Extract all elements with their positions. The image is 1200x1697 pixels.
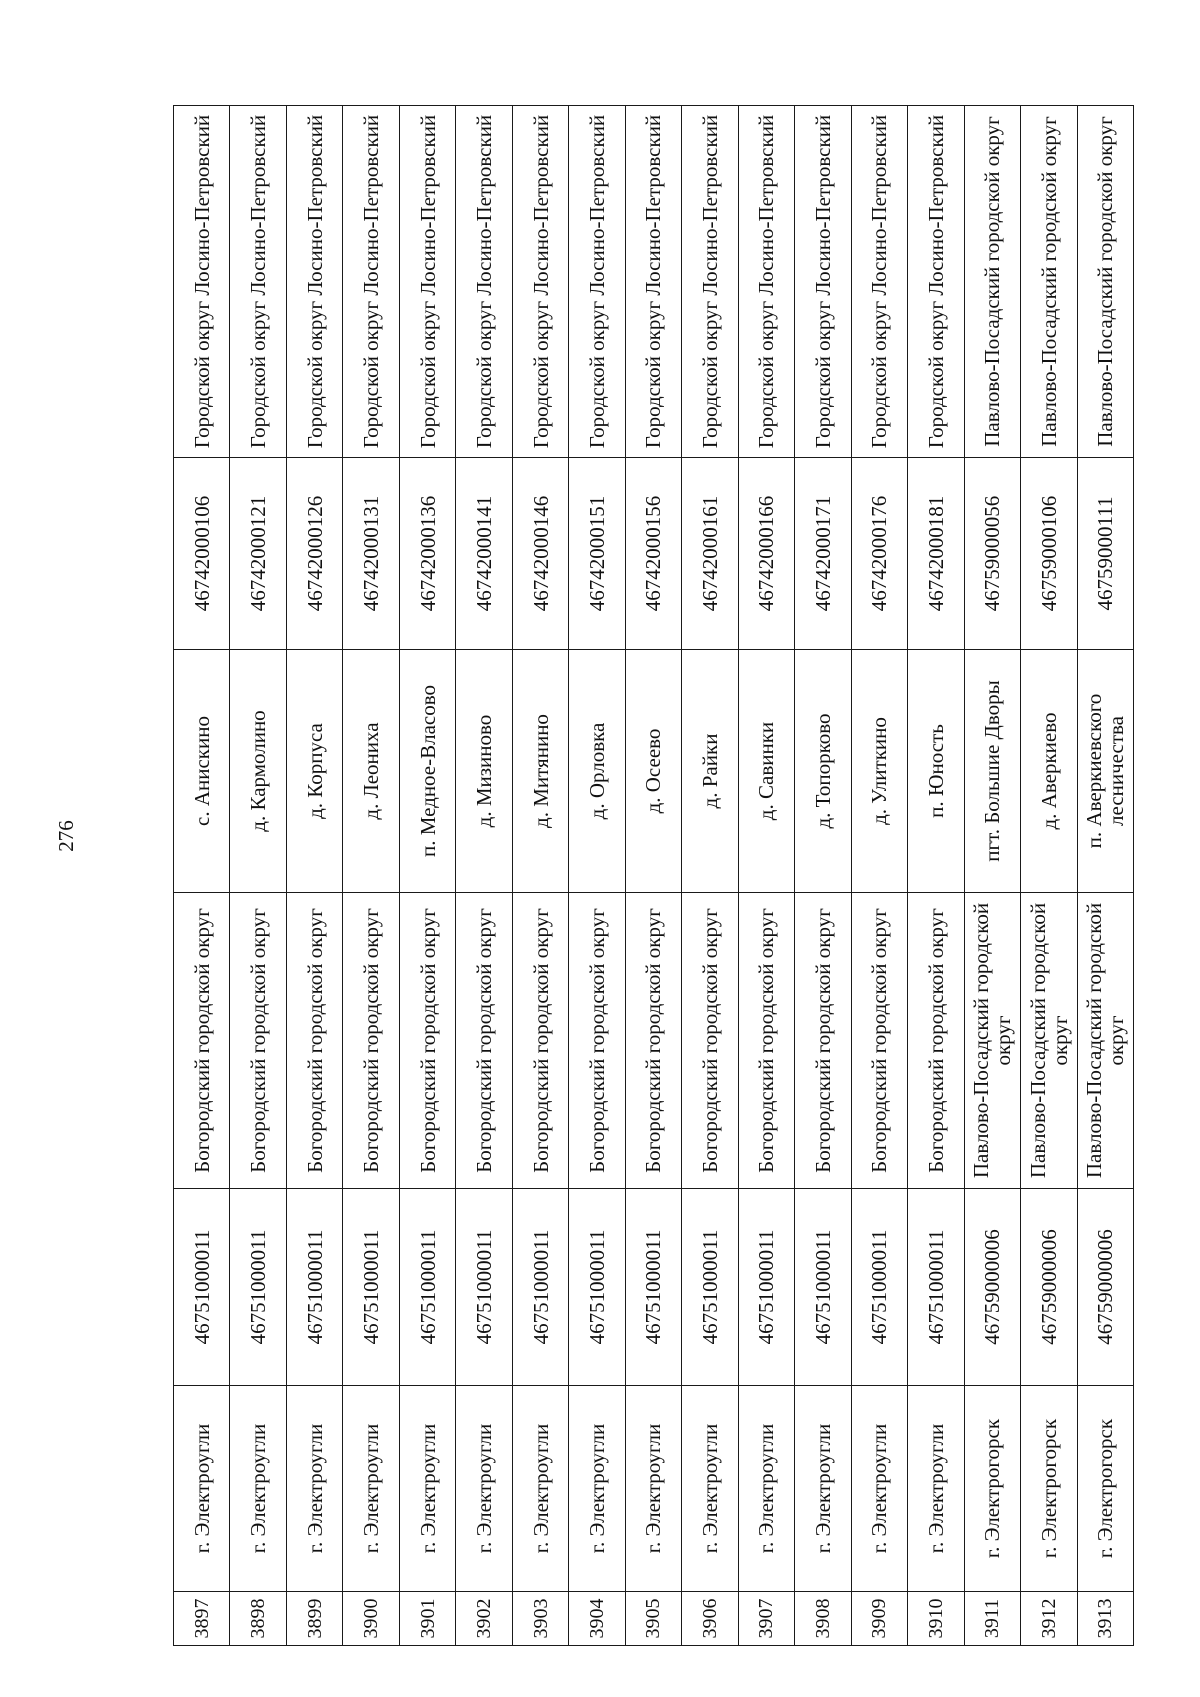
settlement-district-cell: Городской округ Лосино-Петровский bbox=[908, 106, 964, 458]
table-row bbox=[230, 106, 286, 1646]
city-cell: г. Электрогорск bbox=[1021, 1386, 1077, 1592]
settlement-cell: п. Аверкиевского лесничества bbox=[1077, 650, 1133, 893]
settlement-okato-code-cell: 46742000161 bbox=[682, 458, 738, 650]
city-cell: г. Электроугли bbox=[625, 1386, 681, 1592]
row-number-cell: 3899 bbox=[286, 1592, 342, 1646]
row-number-cell: 3897 bbox=[174, 1592, 230, 1646]
settlement-okato-code-cell: 46742000166 bbox=[738, 458, 794, 650]
settlement-cell: д. Улиткино bbox=[851, 650, 907, 893]
settlement-okato-code-cell: 46742000146 bbox=[512, 458, 568, 650]
registry-table-frame bbox=[173, 106, 1133, 1646]
city-cell: г. Электроугли bbox=[512, 1386, 568, 1592]
city-okato-code-cell: 46751000011 bbox=[908, 1189, 964, 1386]
table-row bbox=[738, 106, 794, 1646]
settlement-cell: п. Юность bbox=[908, 650, 964, 893]
settlement-cell: д. Мизиново bbox=[456, 650, 512, 893]
settlement-district-cell: Городской округ Лосино-Петровский bbox=[569, 106, 625, 458]
city-cell: г. Электроугли bbox=[795, 1386, 851, 1592]
city-okato-code-cell: 46751000011 bbox=[569, 1189, 625, 1386]
city-district-cell: Богородский городской округ bbox=[795, 893, 851, 1189]
city-district-cell: Богородский городской округ bbox=[851, 893, 907, 1189]
row-number-cell: 3907 bbox=[738, 1592, 794, 1646]
table-row bbox=[1021, 106, 1077, 1646]
table-row bbox=[399, 106, 455, 1646]
city-cell: г. Электрогорск bbox=[1077, 1386, 1133, 1592]
city-district-cell: Богородский городской округ bbox=[343, 893, 399, 1189]
settlement-cell: д. Савинки bbox=[738, 650, 794, 893]
settlement-okato-code-cell: 46742000156 bbox=[625, 458, 681, 650]
row-number-cell: 3912 bbox=[1021, 1592, 1077, 1646]
settlement-cell: д. Орловка bbox=[569, 650, 625, 893]
settlement-district-cell: Павлово-Посадский городской округ bbox=[1021, 106, 1077, 458]
settlement-district-cell: Павлово-Посадский городской округ bbox=[1077, 106, 1133, 458]
city-cell: г. Электроугли bbox=[738, 1386, 794, 1592]
city-district-cell: Богородский городской округ bbox=[286, 893, 342, 1189]
settlement-district-cell: Городской округ Лосино-Петровский bbox=[174, 106, 230, 458]
city-okato-code-cell: 46751000011 bbox=[399, 1189, 455, 1386]
table-row bbox=[682, 106, 738, 1646]
city-cell: г. Электроугли bbox=[682, 1386, 738, 1592]
row-number-cell: 3904 bbox=[569, 1592, 625, 1646]
row-number-cell: 3898 bbox=[230, 1592, 286, 1646]
table-row bbox=[795, 106, 851, 1646]
table-row bbox=[456, 106, 512, 1646]
settlement-cell: д. Аверкиево bbox=[1021, 650, 1077, 893]
settlement-okato-code-cell: 46759000111 bbox=[1077, 458, 1133, 650]
city-okato-code-cell: 46751000011 bbox=[343, 1189, 399, 1386]
city-district-cell: Богородский городской округ bbox=[569, 893, 625, 1189]
row-number-cell: 3900 bbox=[343, 1592, 399, 1646]
settlement-district-cell: Городской округ Лосино-Петровский bbox=[851, 106, 907, 458]
settlement-district-cell: Городской округ Лосино-Петровский bbox=[343, 106, 399, 458]
city-cell: г. Электроугли bbox=[343, 1386, 399, 1592]
row-number-cell: 3903 bbox=[512, 1592, 568, 1646]
city-okato-code-cell: 46751000011 bbox=[456, 1189, 512, 1386]
settlement-district-cell: Городской округ Лосино-Петровский bbox=[230, 106, 286, 458]
page-number: 276 bbox=[54, 820, 78, 852]
table-body bbox=[174, 106, 1134, 1646]
settlement-district-cell: Городской округ Лосино-Петровский bbox=[456, 106, 512, 458]
settlement-cell: пгт. Большие Дворы bbox=[964, 650, 1020, 893]
city-district-cell: Павлово-Посадский городской округ bbox=[964, 893, 1020, 1189]
city-okato-code-cell: 46751000011 bbox=[795, 1189, 851, 1386]
table-row bbox=[625, 106, 681, 1646]
settlement-cell: д. Корпуса bbox=[286, 650, 342, 893]
settlement-okato-code-cell: 46742000131 bbox=[343, 458, 399, 650]
row-number-cell: 3909 bbox=[851, 1592, 907, 1646]
row-number-cell: 3906 bbox=[682, 1592, 738, 1646]
settlement-cell: д. Осеево bbox=[625, 650, 681, 893]
settlement-cell: д. Кармолино bbox=[230, 650, 286, 893]
table-row bbox=[174, 106, 230, 1646]
settlement-district-cell: Городской округ Лосино-Петровский bbox=[682, 106, 738, 458]
city-district-cell: Павлово-Посадский городской округ bbox=[1021, 893, 1077, 1189]
row-number-cell: 3911 bbox=[964, 1592, 1020, 1646]
settlement-okato-code-cell: 46742000176 bbox=[851, 458, 907, 650]
city-district-cell: Богородский городской округ bbox=[230, 893, 286, 1189]
settlement-okato-code-cell: 46742000106 bbox=[174, 458, 230, 650]
settlement-district-cell: Городской округ Лосино-Петровский bbox=[512, 106, 568, 458]
city-district-cell: Богородский городской округ bbox=[399, 893, 455, 1189]
settlement-okato-code-cell: 46742000171 bbox=[795, 458, 851, 650]
table-row bbox=[908, 106, 964, 1646]
city-okato-code-cell: 46751000011 bbox=[738, 1189, 794, 1386]
settlement-okato-code-cell: 46742000141 bbox=[456, 458, 512, 650]
city-okato-code-cell: 46751000011 bbox=[512, 1189, 568, 1386]
settlement-district-cell: Городской округ Лосино-Петровский bbox=[286, 106, 342, 458]
city-district-cell: Богородский городской округ bbox=[682, 893, 738, 1189]
settlement-okato-code-cell: 46742000126 bbox=[286, 458, 342, 650]
settlement-district-cell: Городской округ Лосино-Петровский bbox=[738, 106, 794, 458]
row-number-cell: 3913 bbox=[1077, 1592, 1133, 1646]
city-cell: г. Электроугли bbox=[456, 1386, 512, 1592]
city-okato-code-cell: 46759000006 bbox=[1077, 1189, 1133, 1386]
city-okato-code-cell: 46759000006 bbox=[964, 1189, 1020, 1386]
city-cell: г. Электроугли bbox=[286, 1386, 342, 1592]
row-number-cell: 3910 bbox=[908, 1592, 964, 1646]
table-row bbox=[286, 106, 342, 1646]
city-cell: г. Электрогорск bbox=[964, 1386, 1020, 1592]
settlement-okato-code-cell: 46759000056 bbox=[964, 458, 1020, 650]
settlement-okato-code-cell: 46742000181 bbox=[908, 458, 964, 650]
settlement-district-cell: Городской округ Лосино-Петровский bbox=[795, 106, 851, 458]
settlement-district-cell: Городской округ Лосино-Петровский bbox=[625, 106, 681, 458]
settlement-cell: д. Леониха bbox=[343, 650, 399, 893]
city-okato-code-cell: 46751000011 bbox=[851, 1189, 907, 1386]
city-okato-code-cell: 46751000011 bbox=[174, 1189, 230, 1386]
settlement-okato-code-cell: 46742000151 bbox=[569, 458, 625, 650]
city-okato-code-cell: 46759000006 bbox=[1021, 1189, 1077, 1386]
city-okato-code-cell: 46751000011 bbox=[286, 1189, 342, 1386]
table-row bbox=[1077, 106, 1133, 1646]
settlement-district-cell: Городской округ Лосино-Петровский bbox=[399, 106, 455, 458]
city-okato-code-cell: 46751000011 bbox=[230, 1189, 286, 1386]
city-okato-code-cell: 46751000011 bbox=[682, 1189, 738, 1386]
table-row bbox=[964, 106, 1020, 1646]
row-number-cell: 3902 bbox=[456, 1592, 512, 1646]
settlement-okato-code-cell: 46759000106 bbox=[1021, 458, 1077, 650]
settlement-okato-code-cell: 46742000136 bbox=[399, 458, 455, 650]
city-cell: г. Электроугли bbox=[230, 1386, 286, 1592]
table-row bbox=[512, 106, 568, 1646]
city-cell: г. Электроугли bbox=[399, 1386, 455, 1592]
city-district-cell: Богородский городской округ bbox=[456, 893, 512, 1189]
city-cell: г. Электроугли bbox=[569, 1386, 625, 1592]
row-number-cell: 3905 bbox=[625, 1592, 681, 1646]
table-row bbox=[851, 106, 907, 1646]
row-number-cell: 3908 bbox=[795, 1592, 851, 1646]
settlement-cell: д. Райки bbox=[682, 650, 738, 893]
city-okato-code-cell: 46751000011 bbox=[625, 1189, 681, 1386]
row-number-cell: 3901 bbox=[399, 1592, 455, 1646]
city-district-cell: Богородский городской округ bbox=[908, 893, 964, 1189]
city-district-cell: Богородский городской округ bbox=[625, 893, 681, 1189]
city-district-cell: Богородский городской округ bbox=[512, 893, 568, 1189]
settlement-district-cell: Павлово-Посадский городской округ bbox=[964, 106, 1020, 458]
table-row bbox=[343, 106, 399, 1646]
settlement-okato-code-cell: 46742000121 bbox=[230, 458, 286, 650]
settlement-cell: п. Медное-Власово bbox=[399, 650, 455, 893]
city-cell: г. Электроугли bbox=[174, 1386, 230, 1592]
city-cell: г. Электроугли bbox=[908, 1386, 964, 1592]
city-district-cell: Богородский городской округ bbox=[174, 893, 230, 1189]
city-district-cell: Павлово-Посадский городской округ bbox=[1077, 893, 1133, 1189]
registry-table bbox=[173, 105, 1134, 1646]
settlement-cell: д. Топорково bbox=[795, 650, 851, 893]
settlement-cell: д. Митянино bbox=[512, 650, 568, 893]
city-cell: г. Электроугли bbox=[851, 1386, 907, 1592]
settlement-cell: с. Анискино bbox=[174, 650, 230, 893]
city-district-cell: Богородский городской округ bbox=[738, 893, 794, 1189]
table-row bbox=[569, 106, 625, 1646]
